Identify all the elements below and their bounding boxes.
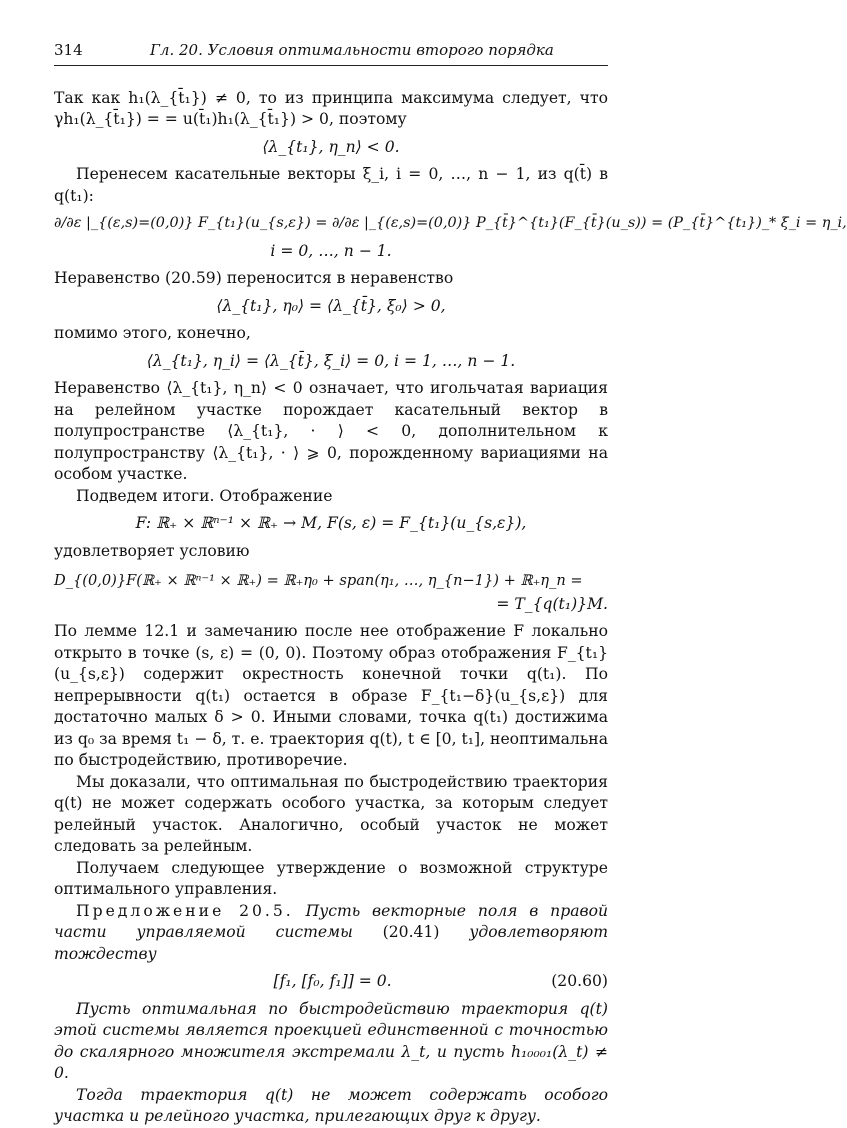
paragraph: удовлетворяет условию <box>54 541 250 560</box>
proposition-text: Пусть оптимальная по быстродействию траектория q(t) этой системы является проекцией единственной с точностью до скалярного множителя экстремали λ_t, и пусть h₁₀₀₀₁(λ_t) ≠ 0. <box>54 999 608 1082</box>
paragraph: По лемме 12.1 и замечанию после нее отображение F локально открыто в точке (s, ε) = (0, 0). Поэтому образ отображения F_{t₁}(u_{s,ε}) содержит окрестность конечной точки q(t₁). По непрерывности q(t₁) остается в образе F_{t₁−δ}(u_{s,ε}) для достаточно малых δ > 0. Иными словами, точка q(t₁) достижима из q₀ за время t₁ − δ, т. е. траектория q(t), t ∈ [0, t₁], неоптимальна по быстродействию, противоречие. <box>54 622 608 769</box>
paragraph: Перенесем касательные векторы ξ_i, i = 0, …, n − 1, из q(t̄) в q(t₁): <box>54 165 608 205</box>
equation: i = 0, …, n − 1. <box>270 241 392 260</box>
equation: ⟨λ_{t₁}, η_n⟩ < 0. <box>262 137 400 156</box>
numbered-equation <box>54 971 608 993</box>
paragraph: Неравенство (20.59) переносится в неравенство <box>54 269 454 287</box>
paragraph: Получаем следующее утверждение о возможной структуре оптимального управления. <box>54 858 608 898</box>
equation: D_{(0,0)}F(ℝ₊ × ℝⁿ⁻¹ × ℝ₊) = ℝ₊η₀ + span(η₁, …, η_{n−1}) + ℝ₊η_n = <box>54 572 583 589</box>
running-title: Гл. 20. Условия оптимальности второго порядка <box>150 41 554 59</box>
equation-number: (20.60) <box>551 972 608 990</box>
paragraph: Неравенство ⟨λ_{t₁}, η_n⟩ < 0 означает, что игольчатая вариация на релейном участке порождает касательный вектор в полупространстве ⟨λ_{t₁}, · ⟩ < 0, дополнительном к полупространству ⟨λ_{t₁}, · ⟩ ⩾ 0, порожденному вариациями на особом участке. <box>54 379 608 483</box>
proposition-text: удовлетворяют тождеству <box>54 923 608 963</box>
paragraph: Мы доказали, что оптимальная по быстродействию траектория q(t) не может содержать особого участка, за которым следует релейный участок. Аналогично, особый участок не может следовать за релейным. <box>54 772 608 855</box>
proposition-label: Предложение 20.5. <box>76 901 294 920</box>
equation: [f₁, [f₀, f₁]] = 0. <box>273 972 392 990</box>
running-header <box>54 40 608 66</box>
proposition <box>54 901 608 966</box>
page-number: 314 <box>54 41 83 59</box>
equation: ∂/∂ε |_{(ε,s)=(0,0)} F_{t₁}(u_{s,ε}) = ∂/∂ε |_{(ε,s)=(0,0)} P_{t̄}^{t₁}(F_{t̄}(u_s)) = (P_{t̄}^{t₁})_* ξ_i = η_i, <box>54 215 847 231</box>
paragraph: Так как h₁(λ_{t̄₁}) ≠ 0, то из принципа максимума следует, что γh₁(λ_{t̄₁}) = = u(t̄₁)h₁(λ_{t̄₁}) > 0, поэтому <box>54 88 608 128</box>
equation: ⟨λ_{t₁}, η_i⟩ = ⟨λ_{t̄}, ξ_i⟩ = 0, i = 1, …, n − 1. <box>146 351 516 370</box>
equation: F: ℝ₊ × ℝⁿ⁻¹ × ℝ₊ → M, F(s, ε) = F_{t₁}(u_{s,ε}), <box>135 514 527 532</box>
equation-reference: (20.41) <box>382 923 440 941</box>
proposition-text: Пусть векторные поля в правой части управляемой системы <box>54 901 609 941</box>
equation: ⟨λ_{t₁}, η₀⟩ = ⟨λ_{t̄}, ξ₀⟩ > 0, <box>216 296 446 315</box>
equation: = T_{q(t₁)}M. <box>496 594 608 613</box>
proposition-text: Тогда траектория q(t) не может содержать особого участка и релейного участка, прилегающих друг к другу. <box>54 1085 608 1125</box>
paragraph: помимо этого, конечно, <box>54 324 251 342</box>
paragraph: Подведем итоги. Отображение <box>76 486 333 505</box>
